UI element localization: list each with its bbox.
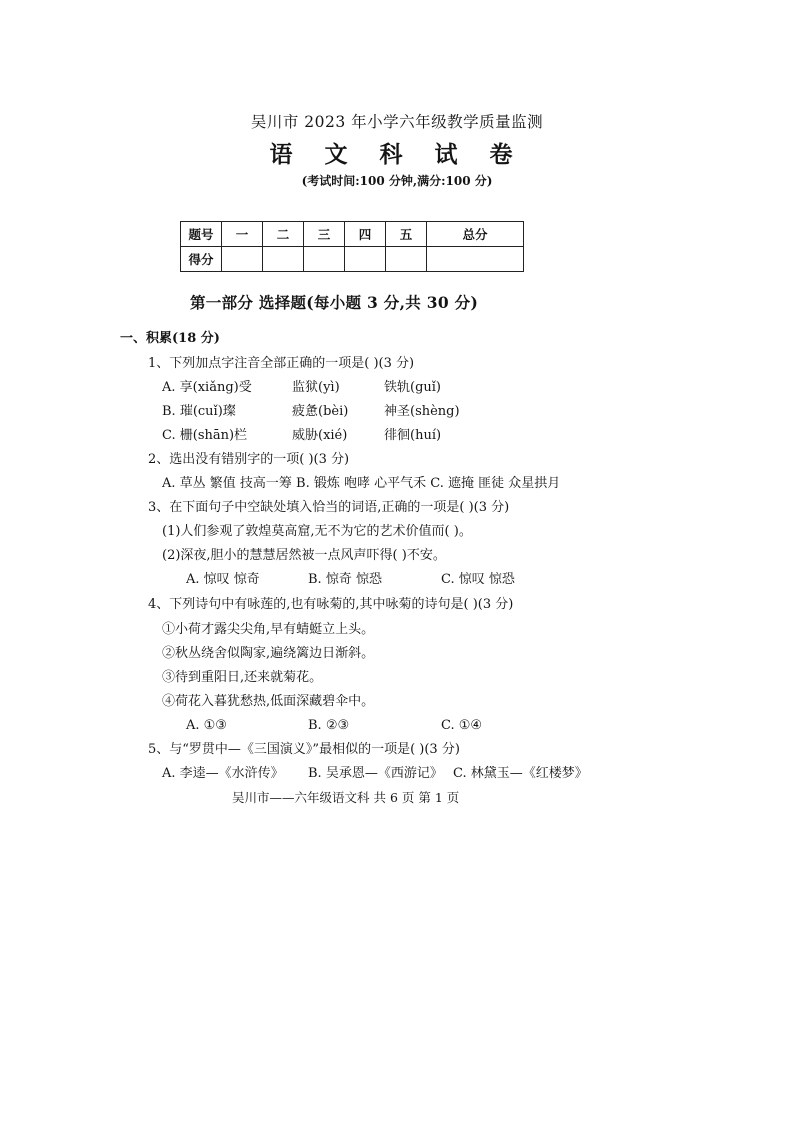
question-3-option-a: A. 惊叹 惊奇 [186, 572, 260, 587]
question-1-option-c-word3: 徘徊(huí) [384, 428, 442, 443]
question-3-sentence-2: (2)深夜,胆小的慧慧居然被一点风声吓得( )不安。 [162, 548, 446, 563]
question-2-stem: 2、选出没有错别字的一项( )(3 分) [148, 452, 350, 467]
question-4-line-4: ④荷花入暮犹愁热,低面深藏碧伞中。 [162, 694, 375, 709]
score-entry-cell [427, 247, 524, 272]
score-table-cell: 二 [263, 222, 304, 247]
score-table-cell: 总分 [427, 222, 524, 247]
score-table [180, 221, 524, 272]
question-3-option-b: B. 惊奇 惊恐 [308, 572, 382, 587]
question-1-option-b: B. 璀(cuǐ)璨 [162, 404, 236, 419]
score-table-cell: 得分 [181, 247, 222, 272]
score-table-cell: 三 [304, 222, 345, 247]
question-1-option-a-word3: 铁轨(guǐ) [384, 380, 441, 395]
question-1-stem: 1、下列加点字注音全部正确的一项是( )(3 分) [148, 356, 415, 371]
question-1-option-b-word3: 神圣(shèng) [384, 404, 460, 419]
part-one-heading: 第一部分 选择题(每小题 3 分,共 30 分) [190, 293, 479, 312]
question-3-option-c: C. 惊叹 惊恐 [441, 572, 515, 587]
question-5-option-c: C. 林黛玉—《红楼梦》 [453, 766, 588, 781]
score-entry-cell [345, 247, 386, 272]
section-one-heading: 一、积累(18 分) [120, 331, 220, 346]
score-table-cell: 五 [386, 222, 427, 247]
question-4-option-b: B. ②③ [308, 718, 350, 733]
question-4-line-3: ③待到重阳日,还来就菊花。 [162, 670, 323, 685]
score-table-cell: 题号 [181, 222, 222, 247]
question-1-option-c-word2: 威胁(xié) [292, 428, 348, 443]
exam-time-note: (考试时间:100 分钟,满分:100 分) [301, 174, 493, 188]
page-footer: 吴川市——六年级语文科 共 6 页 第 1 页 [232, 790, 460, 805]
score-table-cell: 一 [222, 222, 263, 247]
question-4-line-2: ②秋丛绕舍似陶家,遍绕篱边日渐斜。 [162, 646, 375, 661]
score-entry-cell [222, 247, 263, 272]
question-4-stem: 4、下列诗句中有咏莲的,也有咏菊的,其中咏菊的诗句是( )(3 分) [148, 597, 514, 612]
question-5-option-b: B. 吴承恩—《西游记》 [308, 766, 443, 781]
question-2-options: A. 草丛 繁值 技高一筹 B. 锻炼 咆哮 心平气禾 C. 遮掩 匪徒 众星拱月 [162, 476, 561, 491]
exam-subtitle: 吴川市 2023 年小学六年级教学质量监测 [250, 113, 544, 131]
question-4-line-1: ①小荷才露尖尖角,早有蜻蜓立上头。 [162, 622, 375, 637]
score-table-score-row [181, 247, 524, 272]
question-5-stem: 5、与“罗贯中—《三国演义》”最相似的一项是( )(3 分) [148, 742, 460, 757]
score-table-cell: 四 [345, 222, 386, 247]
question-4-option-a: A. ①③ [186, 718, 227, 733]
question-1-option-a-word2: 监狱(yì) [292, 380, 340, 395]
score-entry-cell [263, 247, 304, 272]
question-3-stem: 3、在下面句子中空缺处填入恰当的词语,正确的一项是( )(3 分) [148, 500, 510, 515]
question-1-option-c: C. 栅(shān)栏 [162, 428, 248, 443]
question-1-option-a: A. 享(xiǎng)受 [162, 380, 252, 395]
score-entry-cell [304, 247, 345, 272]
score-entry-cell [386, 247, 427, 272]
question-5-option-a: A. 李逵—《水浒传》 [162, 766, 284, 781]
score-table-header-row [181, 222, 524, 247]
question-4-option-c: C. ①④ [441, 718, 483, 733]
exam-title: 语 文 科 试 卷 [269, 141, 525, 168]
question-1-option-b-word2: 疲惫(bèi) [292, 404, 349, 419]
question-3-sentence-1: (1)人们参观了敦煌莫高窟,无不为它的艺术价值而( )。 [162, 524, 472, 539]
